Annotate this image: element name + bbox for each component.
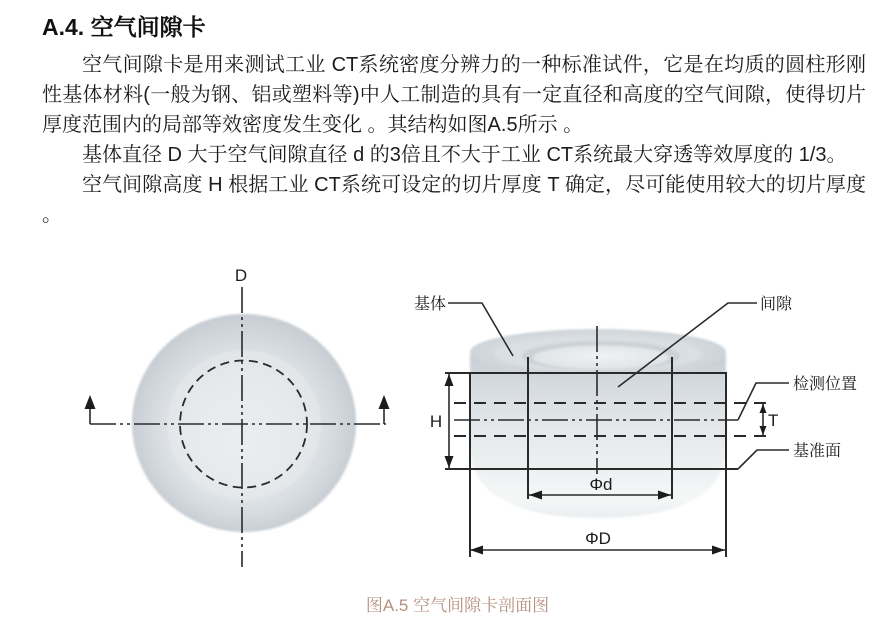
reference-plane-leader-line [738, 450, 789, 469]
section-view [414, 295, 857, 557]
figure-a5-diagram [0, 255, 891, 595]
thickness-arrow-down [760, 426, 767, 435]
label-base-diameter: ΦD [585, 529, 611, 548]
label-reference-plane: 基准面 [793, 443, 842, 460]
label-diameter-axis: D [234, 266, 248, 285]
label-gap: 间隙 [760, 296, 793, 313]
section-heading: A.4. 空气间隙卡 [42, 14, 206, 40]
top-view [85, 266, 390, 567]
paragraph-height-rule: 空气间隙高度 H 根据工业 CT系统可设定的切片厚度 T 确定，尽可能使用较大的切片厚度 。 [42, 174, 866, 226]
base-diameter-arrow-right [712, 546, 725, 555]
label-detection-position: 检测位置 [793, 376, 858, 393]
height-arrow-up [445, 374, 454, 386]
paragraph-diameter-rule: 基体直径 D 大于空气间隙直径 d 的3倍且不大于工业 CT系统最大穿透等效厚度的 1/3。 [82, 144, 847, 166]
figure-caption: 图A.5 空气间隙卡剖面图 [365, 596, 550, 615]
label-height: H [429, 412, 443, 431]
base-diameter-arrow-left [470, 546, 483, 555]
label-slice-thickness: T [768, 411, 779, 430]
height-arrow-down [445, 456, 454, 468]
label-base-body: 基体 [413, 296, 446, 313]
top-view-photo [132, 314, 356, 532]
thickness-arrow-up [760, 404, 767, 413]
section-arrow-right-head [379, 395, 390, 409]
recess-shadow-disk [167, 350, 321, 500]
label-gap-diameter: Φd [589, 475, 613, 494]
paragraph-intro: 空气间隙卡是用来测试工业 CT系统密度分辨力的一种标准试件，它是在均质的圆柱形刚性基体材料(一般为钢、铝或塑料等)中人工制造的具有一定直径和高度的空气间隙，使得切片厚度范围内的局部等效密度发生变化 。其结构如图A.5所示 。 [42, 54, 866, 136]
gap-recess-bottom [533, 346, 669, 370]
text-block [42, 12, 866, 230]
section-arrow-left-head [85, 395, 96, 409]
